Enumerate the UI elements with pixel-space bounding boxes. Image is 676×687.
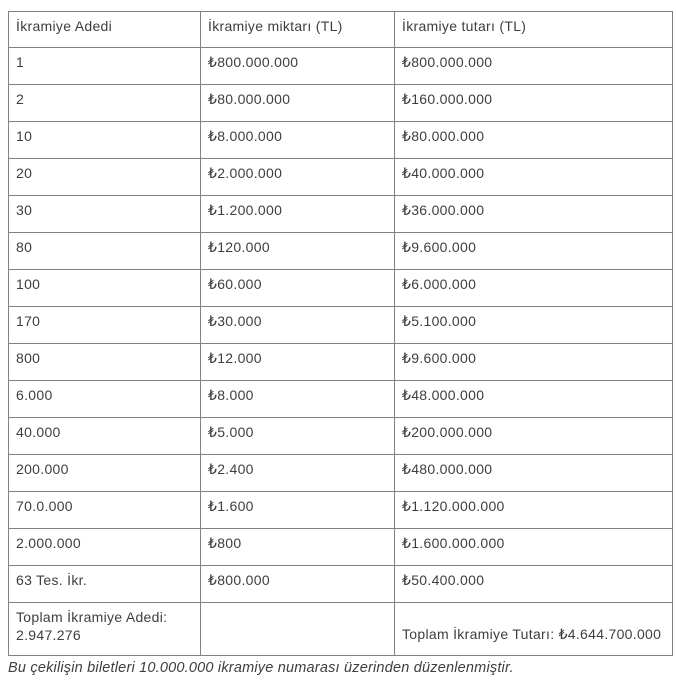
cell-miktar: ₺120.000: [201, 233, 395, 270]
prize-table-container: [8, 11, 672, 656]
cell-miktar: ₺800.000: [201, 566, 395, 603]
cell-miktar: ₺1.200.000: [201, 196, 395, 233]
cell-adedi: 20: [9, 159, 201, 196]
cell-miktar: ₺2.000.000: [201, 159, 395, 196]
cell-tutar: ₺800.000.000: [395, 48, 673, 85]
table-row: [9, 233, 673, 270]
cell-tutar: ₺160.000.000: [395, 85, 673, 122]
cell-tutar: ₺50.400.000: [395, 566, 673, 603]
total-count-value: 2.947.276: [16, 627, 81, 643]
cell-adedi: 10: [9, 122, 201, 159]
cell-miktar: ₺5.000: [201, 418, 395, 455]
table-row: [9, 492, 673, 529]
table-row: [9, 344, 673, 381]
cell-adedi: 170: [9, 307, 201, 344]
footnote-text: Bu çekilişin biletleri 10.000.000 ikramiye numarası üzerinden düzenlenmiştir.: [8, 660, 514, 676]
cell-tutar: ₺80.000.000: [395, 122, 673, 159]
cell-miktar: ₺80.000.000: [201, 85, 395, 122]
cell-miktar: ₺60.000: [201, 270, 395, 307]
cell-adedi: 40.000: [9, 418, 201, 455]
column-header-ikramiye-tutari: İkramiye tutarı (TL): [395, 12, 673, 48]
cell-miktar: ₺800.000.000: [201, 48, 395, 85]
empty-cell: [201, 603, 395, 656]
cell-tutar: ₺36.000.000: [395, 196, 673, 233]
cell-tutar: ₺200.000.000: [395, 418, 673, 455]
cell-miktar: ₺8.000: [201, 381, 395, 418]
cell-miktar: ₺2.400: [201, 455, 395, 492]
column-header-ikramiye-miktari: İkramiye miktarı (TL): [201, 12, 395, 48]
cell-adedi: 63 Tes. İkr.: [9, 566, 201, 603]
cell-adedi: 70.0.000: [9, 492, 201, 529]
header-row: [9, 12, 673, 48]
total-count-label: Toplam İkramiye Adedi:: [16, 609, 168, 625]
total-amount-cell: Toplam İkramiye Tutarı: ₺4.644.700.000: [395, 603, 673, 656]
total-row: [9, 603, 673, 656]
cell-tutar: ₺9.600.000: [395, 233, 673, 270]
cell-adedi: 80: [9, 233, 201, 270]
cell-adedi: 6.000: [9, 381, 201, 418]
table-row: [9, 566, 673, 603]
table-row: [9, 381, 673, 418]
cell-miktar: ₺1.600: [201, 492, 395, 529]
cell-adedi: 800: [9, 344, 201, 381]
total-count-cell: [9, 603, 201, 656]
table-row: [9, 196, 673, 233]
cell-tutar: ₺9.600.000: [395, 344, 673, 381]
table-row: [9, 529, 673, 566]
table-row: [9, 122, 673, 159]
cell-miktar: ₺800: [201, 529, 395, 566]
column-header-ikramiye-adedi: İkramiye Adedi: [9, 12, 201, 48]
table-row: [9, 48, 673, 85]
cell-tutar: ₺48.000.000: [395, 381, 673, 418]
cell-adedi: 100: [9, 270, 201, 307]
cell-tutar: ₺6.000.000: [395, 270, 673, 307]
table-row: [9, 307, 673, 344]
cell-tutar: ₺1.120.000.000: [395, 492, 673, 529]
table-row: [9, 418, 673, 455]
cell-adedi: 2.000.000: [9, 529, 201, 566]
cell-miktar: ₺30.000: [201, 307, 395, 344]
cell-adedi: 1: [9, 48, 201, 85]
table-row: [9, 159, 673, 196]
cell-tutar: ₺40.000.000: [395, 159, 673, 196]
table-row: [9, 85, 673, 122]
cell-adedi: 200.000: [9, 455, 201, 492]
cell-adedi: 2: [9, 85, 201, 122]
cell-miktar: ₺8.000.000: [201, 122, 395, 159]
cell-tutar: ₺480.000.000: [395, 455, 673, 492]
table-row: [9, 455, 673, 492]
cell-tutar: ₺5.100.000: [395, 307, 673, 344]
cell-adedi: 30: [9, 196, 201, 233]
prize-table: [8, 11, 673, 656]
table-row: [9, 270, 673, 307]
cell-tutar: ₺1.600.000.000: [395, 529, 673, 566]
cell-miktar: ₺12.000: [201, 344, 395, 381]
